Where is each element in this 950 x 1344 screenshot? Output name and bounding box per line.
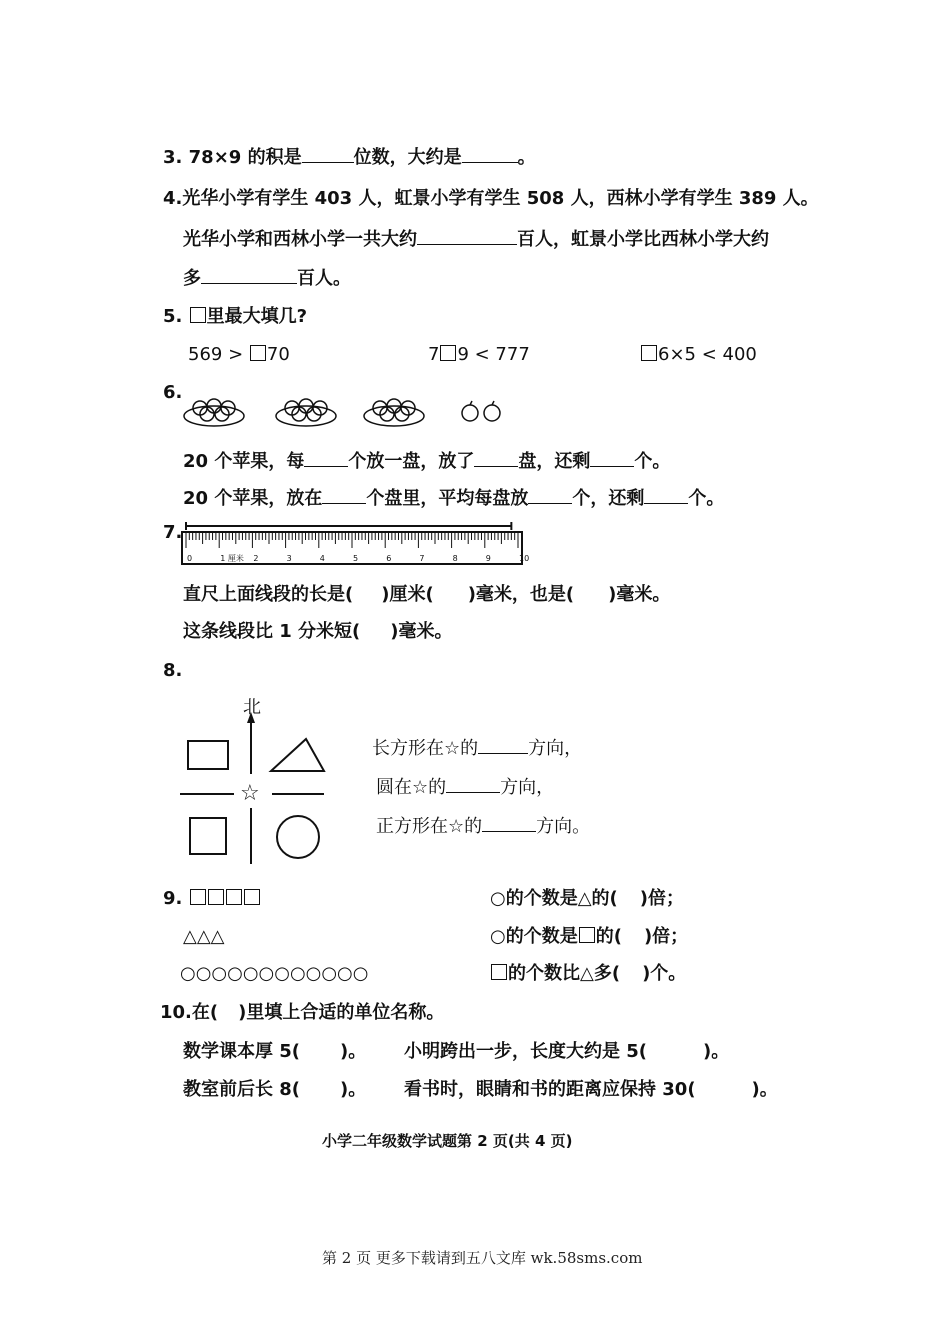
q9-r1-b: )倍； <box>639 888 685 909</box>
q5-expr2-a: 7 <box>428 344 440 365</box>
q10-a1: 数学课本厚 5( <box>183 1041 301 1062</box>
q10-a3: 小明跨出一步，长度大约是 5( <box>404 1041 648 1062</box>
north-label: 北 <box>243 697 261 718</box>
q4-line2-b: 百人，虹景小学比西林小学大约 <box>517 229 769 250</box>
q5-num: 5. <box>163 306 183 327</box>
q9-num: 9. <box>163 888 183 909</box>
ruler-tick-label: 1 厘米 <box>220 554 244 563</box>
q6-blank-1[interactable] <box>304 448 348 467</box>
q6-sentence-1 <box>183 448 670 474</box>
q5-expr3-box[interactable] <box>641 345 657 361</box>
q10-title <box>160 1001 444 1025</box>
q5-title-text: 里最大填几? <box>206 306 308 327</box>
q10-title-b: )里填上合适的单位名称。 <box>238 1002 445 1023</box>
q6-blank-2[interactable] <box>474 448 518 467</box>
q5-expr2-box[interactable] <box>440 345 456 361</box>
q3-text-c: 。 <box>517 147 536 168</box>
ruler-tick-label: 5 <box>353 554 359 563</box>
page-footer: 小学二年级数学试题第 2 页(共 4 页) <box>322 1132 573 1150</box>
apple-plate-icon <box>184 399 244 426</box>
q9-r3-c: )个。 <box>642 963 687 984</box>
star-icon: ☆ <box>240 781 260 806</box>
square-icon <box>190 889 206 905</box>
q8-s3-a: 正方形在☆的 <box>376 816 483 837</box>
ruler-tick-label: 10 <box>519 554 530 563</box>
q3-blank-1[interactable] <box>302 144 354 163</box>
q5-expr2-b: 9 < 777 <box>457 344 530 365</box>
circle-shape <box>277 816 319 858</box>
q8-blank-2[interactable] <box>446 774 500 793</box>
q6-s1-d: 个。 <box>634 451 671 472</box>
q10-a4: )。 <box>703 1041 730 1062</box>
q6-s1-b: 个放一盘，放了 <box>348 451 475 472</box>
q8-sentence-1 <box>372 735 582 761</box>
ruler-tick-label: 9 <box>485 554 491 563</box>
square-icon <box>226 889 242 905</box>
q10-row-2b <box>404 1078 778 1102</box>
apple-plates-illustration <box>182 386 522 430</box>
q9-triangles-row: △△△ <box>183 926 225 947</box>
square-icon <box>244 889 260 905</box>
q4-line2-a: 光华小学和西林小学一共大约 <box>183 229 417 250</box>
q6-s2-a: 20 个苹果，放在 <box>183 488 323 509</box>
q9-r2-c: )倍； <box>643 926 689 947</box>
q9-circles-row: ○○○○○○○○○○○○ <box>180 963 369 984</box>
ruler-tick-label: 4 <box>319 554 325 563</box>
square-icon <box>579 927 595 943</box>
q9-r2-b: 的( <box>595 926 622 947</box>
q9-r2-a: ○的个数是 <box>490 926 578 947</box>
apple-plate-icon <box>364 399 424 426</box>
q7-s1-d: )毫米。 <box>608 584 671 605</box>
q9-question-1 <box>490 887 684 911</box>
apple-icon <box>462 401 500 421</box>
q10-row-2 <box>183 1078 366 1102</box>
q6-blank-5[interactable] <box>528 485 572 504</box>
apple-plate-icon <box>276 399 336 426</box>
q4-line3-a: 多 <box>183 268 201 289</box>
q8-s2-b: 方向， <box>500 777 555 798</box>
q6-blank-3[interactable] <box>590 448 634 467</box>
q9-r3-b: 的个数比△多( <box>508 963 621 984</box>
q3-line <box>163 144 536 170</box>
q6-s2-c: 个，还剩 <box>572 488 645 509</box>
ruler-tick-label: 0 <box>187 554 193 563</box>
q10-row-1b <box>404 1040 729 1064</box>
ruler-illustration <box>180 520 530 570</box>
q7-s2-b: )毫米。 <box>390 621 453 642</box>
q6-s2-b: 个盘里，平均每盘放 <box>366 488 529 509</box>
ruler-tick-label: 2 <box>253 554 259 563</box>
q8-s1-a: 长方形在☆的 <box>372 738 479 759</box>
q8-sentence-3 <box>376 813 590 839</box>
q8-num: 8. <box>163 660 183 681</box>
q10-row-1 <box>183 1040 366 1064</box>
q9-r1-a: ○的个数是△的( <box>490 888 618 909</box>
q10-b1: 教室前后长 8( <box>183 1079 301 1100</box>
q10-b4: )。 <box>751 1079 778 1100</box>
q3-text-b: 位数，大约是 <box>353 147 462 168</box>
q7-sentence-2 <box>183 620 453 644</box>
download-caption: 第 2 页 更多下载请到五八文库 wk.58sms.com <box>322 1249 643 1267</box>
q4-line-3 <box>183 265 351 291</box>
q4-line-1: 4.光华小学有学生 403 人，虹景小学有学生 508 人，西林小学有学生 389 人。 <box>163 188 819 209</box>
q8-sentence-2 <box>376 774 554 800</box>
q5-box-icon <box>190 307 206 323</box>
q6-num: 6. <box>163 382 183 403</box>
rectangle-shape <box>188 741 228 769</box>
q4-line-2 <box>183 226 769 252</box>
q7-s1-a: 直尺上面线段的长是( <box>183 584 354 605</box>
q7-sentence-1 <box>183 583 670 607</box>
q7-num: 7. <box>163 522 183 543</box>
q7-s1-b: )厘米( <box>381 584 434 605</box>
q9-squares-row <box>163 887 261 911</box>
q5-expr-1 <box>188 343 290 367</box>
q9-question-3 <box>490 962 686 986</box>
q9-question-2 <box>490 925 688 949</box>
q5-title <box>163 305 307 329</box>
ruler-tick-label: 3 <box>286 554 292 563</box>
q7-s2-a: 这条线段比 1 分米短( <box>183 621 361 642</box>
q6-s2-d: 个。 <box>688 488 725 509</box>
ruler-tick-label: 7 <box>419 554 425 563</box>
q5-expr1-b: 70 <box>266 344 290 365</box>
q8-s1-b: 方向， <box>528 738 583 759</box>
ruler-tick-label: 6 <box>386 554 392 563</box>
q10-b3: 看书时，眼睛和书的距离应保持 30( <box>404 1079 696 1100</box>
q3-text-a: 78×9 的积是 <box>188 147 302 168</box>
q3-blank-2[interactable] <box>462 144 518 163</box>
q4-blank-1[interactable] <box>417 226 517 245</box>
q5-expr-3 <box>640 343 757 367</box>
ruler-tick-label: 8 <box>452 554 458 563</box>
q6-blank-6[interactable] <box>644 485 688 504</box>
square-shape <box>190 818 226 854</box>
q10-title-a: 10.在( <box>160 1002 219 1023</box>
q10-a2: )。 <box>340 1041 367 1062</box>
q4-line3-b: 百人。 <box>297 268 351 289</box>
triangle-shape <box>271 739 324 771</box>
q6-blank-4[interactable] <box>322 485 366 504</box>
q5-expr1-box[interactable] <box>250 345 266 361</box>
q6-sentence-2 <box>183 485 724 511</box>
q7-s1-c: )毫米，也是( <box>467 584 575 605</box>
q8-blank-3[interactable] <box>482 813 536 832</box>
q10-b2: )。 <box>340 1079 367 1100</box>
square-icon <box>491 964 507 980</box>
q6-s1-c: 盘，还剩 <box>518 451 591 472</box>
q5-expr3-b: 6×5 < 400 <box>658 344 757 365</box>
q6-s1-a: 20 个苹果，每 <box>183 451 305 472</box>
q5-expr-2 <box>428 343 530 367</box>
square-icon <box>208 889 224 905</box>
q4-blank-2[interactable] <box>201 265 297 284</box>
q3-num: 3. <box>163 147 183 168</box>
q8-s3-b: 方向。 <box>536 816 591 837</box>
q5-expr1-a: 569 > <box>188 344 244 365</box>
q8-blank-1[interactable] <box>478 735 528 754</box>
q8-s2-a: 圆在☆的 <box>376 777 447 798</box>
